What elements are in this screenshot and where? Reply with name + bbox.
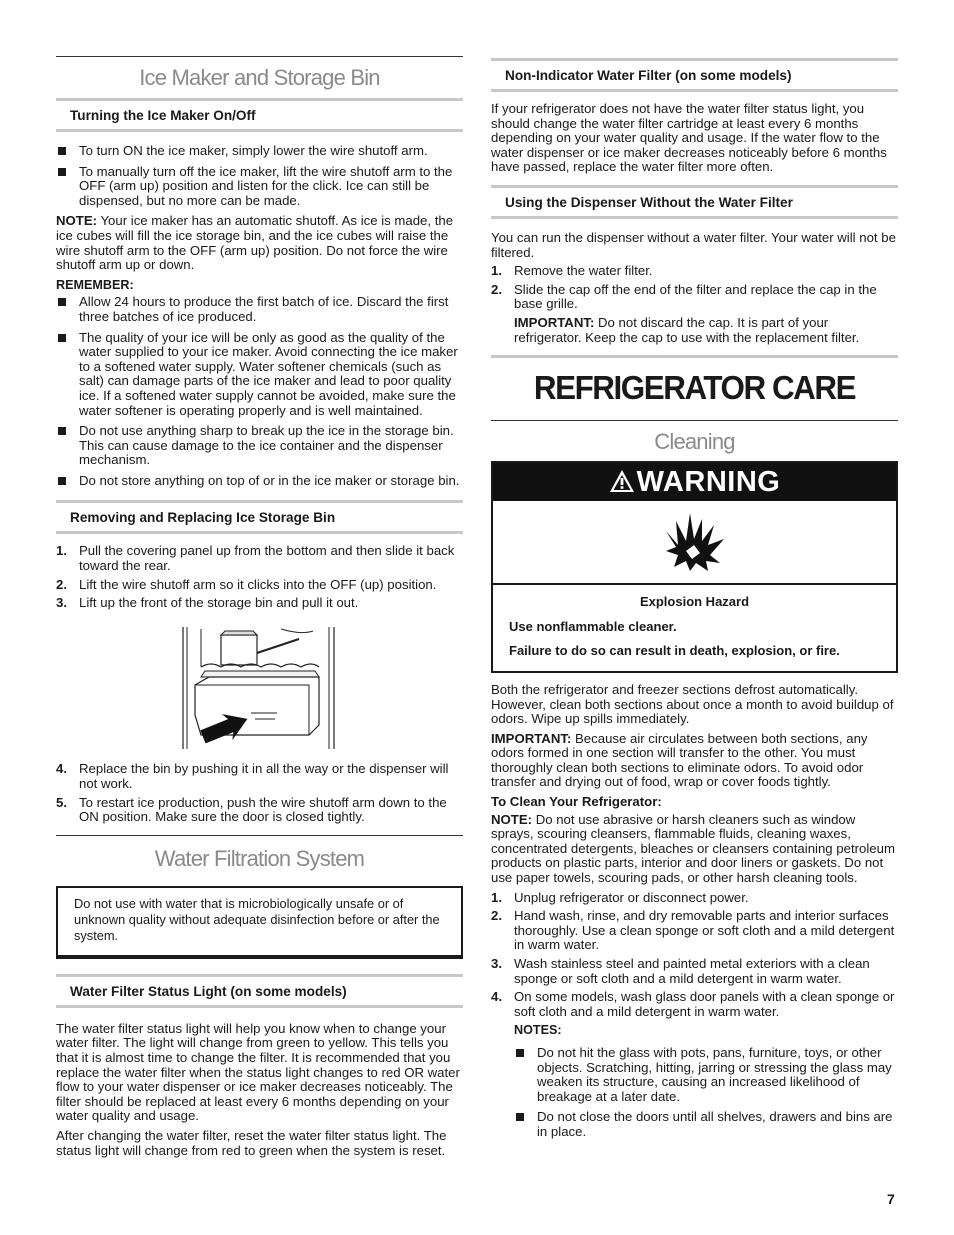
cleaning-note-paragraph: NOTE: Do not use abrasive or harsh cleaners such as window sprays, scouring cleansers, flammable fluids, cleaning waxes, concentrated detergents, bleaches or cleansers containing petroleum products on plastic parts, interior and door liners or gaskets. Do not use paper towels, scouring pads, or other harsh cleaning tools. (491, 811, 895, 886)
turning-heading: Turning the Ice Maker On/Off (56, 98, 463, 132)
warning-line: Use nonflammable cleaner. (509, 618, 677, 634)
list-item: 2. Hand wash, rinse, and dry removable parts and interior surfaces thoroughly. Use a clean sponge or soft cloth and a mild detergent in warm water. (491, 908, 895, 953)
list-item: 3. Lift up the front of the storage bin and pull it out. (56, 595, 359, 611)
bullet-icon (58, 477, 66, 485)
warning-hazard: Explosion Hazard (639, 594, 750, 610)
list-item: 3. Wash stainless steel and painted metal exteriors with a clean sponge or soft cloth and a mild detergent in warm water. (491, 956, 870, 986)
cleaning-title: Cleaning (654, 429, 735, 455)
ice-maker-title: Ice Maker and Storage Bin (139, 65, 380, 90)
removing-heading: Removing and Replacing Ice Storage Bin (56, 500, 463, 534)
list-item: 1. Remove the water filter. (491, 263, 653, 279)
list-item: 2. Slide the cap off the end of the filter and replace the cap in the base grille. (491, 281, 877, 312)
list-item: To turn ON the ice maker, simply lower the wire shutoff arm. (56, 144, 463, 159)
non-indicator-heading: Non-Indicator Water Filter (on some models) (491, 58, 898, 92)
status-paragraph: The water filter status light will help you know when to change your water filter. The light will change from green to yellow. This tells you that it is almost time to change the filter. It is recommended that you replace the water filter when the status light changes to red OR water flow to your water dispenser or ice maker decreases noticeably. The filter should be replaced at least every 6 months depending on your water quality and usage. (56, 1020, 460, 1124)
warning-triangle-icon (609, 469, 635, 493)
warning-box (491, 461, 898, 673)
without-filter-paragraph: You can run the dispenser without a water filter. Your water will not be filtered. (491, 229, 896, 260)
page-number: 7 (887, 1191, 895, 1207)
list-item: To manually turn off the ice maker, lift the wire shutoff arm to the OFF (arm up) position and listen for the click. Ice can still be dispensed, but no more can be made. (56, 165, 463, 209)
warning-line: Failure to do so can result in death, explosion, or fire. (509, 643, 840, 659)
cleaning-section (491, 420, 898, 455)
list-item: 1. Pull the covering panel up from the bottom and then slide it back toward the rear. (56, 543, 455, 574)
explosion-icon-area (493, 501, 896, 585)
list-item: Allow 24 hours to produce the first batch of ice. Discard the first three batches of ice produced. (56, 295, 463, 324)
warning-header: WARNING (493, 463, 896, 501)
list-item: Do not close the doors until all shelves, drawers and bins are in place. (514, 1110, 898, 1139)
bullet-icon (58, 298, 66, 306)
list-item: Do not use anything sharp to break up the ice in the storage bin. This can cause damage to the ice container and the dispenser mechanism. (56, 424, 463, 468)
non-indicator-paragraph: If your refrigerator does not have the water filter status light, you should change the water filter cartridge at least every 6 months depending on your water quality and usage. If the water flow to the water dispenser or ice maker decreases noticeably before 6 months have passed, replace the water filter more often. (491, 101, 887, 175)
water-filtration-title: Water Filtration System (154, 845, 365, 871)
bullet-icon (58, 427, 66, 435)
refrigerator-care-title: REFRIGERATOR CARE (533, 369, 856, 407)
important-paragraph: IMPORTANT: Do not discard the cap. It is part of your refrigerator. Keep the cap to use with the replacement filter. (514, 314, 860, 345)
list-item: Do not hit the glass with pots, pans, furniture, toys, or other objects. Scratching, hitting, jarring or stressing the glass may weaken its structure, causing an increased likelihood of breakage at a later date. (514, 1046, 898, 1104)
ice-section (56, 56, 463, 91)
left-column (56, 56, 463, 1163)
list-item: 2. Lift the wire shutoff arm so it clicks into the OFF (up) position. (56, 576, 437, 592)
cleaning-paragraph: Both the refrigerator and freezer sections defrost automatically. However, clean both sections about once a month to avoid buildup of odors. Wipe up spills immediately. (491, 681, 894, 727)
explosion-icon (664, 511, 726, 573)
remember-label: REMEMBER: (56, 277, 134, 292)
bullet-icon (516, 1113, 524, 1121)
list-item: The quality of your ice will be only as good as the quality of the water supplied to your ice maker. Avoid connecting the ice maker to a softened water supply. Water softener chemicals (such as salt) can damage parts of the ice maker and lead to poor quality ice. If a softened water supply cannot be avoided, make sure the water softener is operating properly and is well maintained. (56, 331, 463, 419)
notes-label: NOTES: (514, 1023, 562, 1038)
list-item: 5. To restart ice production, push the wire shutoff arm down to the ON position. Make sure the door is closed tightly. (56, 794, 447, 825)
water-caution-box: Do not use with water that is microbiologically unsafe or of unknown quality without adequate disinfection before or after the system. (56, 886, 463, 959)
without-filter-heading: Using the Dispenser Without the Water Filter (491, 185, 898, 219)
divider (491, 355, 898, 358)
list-item: Do not store anything on top of or in the ice maker or storage bin. (56, 474, 463, 489)
bullet-icon (58, 168, 66, 176)
bullet-icon (58, 147, 66, 155)
bullet-icon (516, 1049, 524, 1057)
status-paragraph-2: After changing the water filter, reset the water filter status light. The status light will change from red to green when the system is reset. (56, 1127, 447, 1158)
right-column (491, 58, 898, 1146)
cleaning-important-paragraph: IMPORTANT: Because air circulates between both sections, any odors formed in one section will transfer to the other. You must thoroughly clean both sections to eliminate odors. To avoid odor transfer and drying out of food, wrap or cover foods tightly. (491, 730, 868, 790)
list-item: 1. Unplug refrigerator or disconnect power. (491, 889, 749, 905)
status-light-heading: Water Filter Status Light (on some models) (56, 974, 463, 1008)
list-item: 4. On some models, wash glass door panels with a clean sponge or soft cloth and a mild detergent in warm water. (491, 989, 895, 1019)
list-item: 4. Replace the bin by pushing it in all the way or the dispenser will not work. (56, 761, 449, 792)
ice-bin-illustration (181, 627, 339, 749)
water-section (56, 835, 463, 872)
note-paragraph: NOTE: Your ice maker has an automatic shutoff. As ice is made, the ice cubes will fill the ice storage bin, and the ice cubes will raise the wire shutoff arm to the OFF (arm up) position. Do not force the wire shutoff arm up or down. (56, 213, 454, 273)
warning-body (493, 585, 896, 671)
to-clean-label: To Clean Your Refrigerator: (491, 794, 662, 810)
bullet-icon (58, 334, 66, 342)
